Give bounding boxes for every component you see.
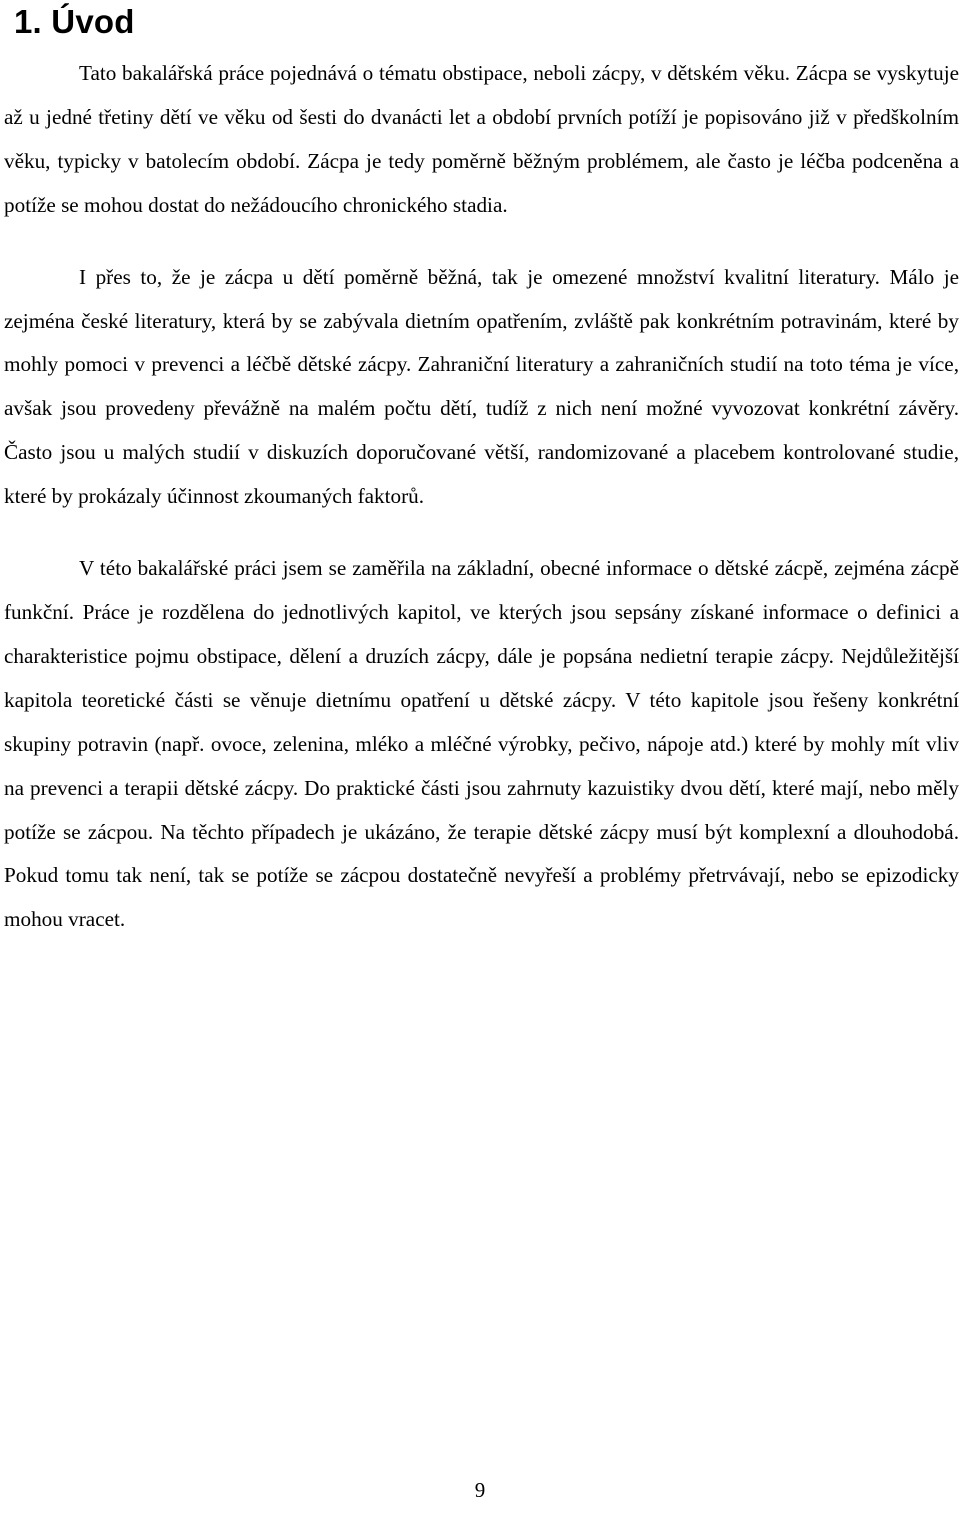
paragraph-introduction: Tato bakalářská práce pojednává o tématu obstipace, neboli zácpy, v dětském věku. Zácpa se vyskytuje až u jedné třetiny dětí ve věku od šesti do dvanácti let a období prvních potíží je popisováno již v předškolním věku, typicky v batolecím období. Zácpa je tedy poměrně běžným problémem, ale často je léčba podceněna a potíže se mohou dostat do nežádoucího chronického stadia. [4,61,959,217]
chapter-heading: 1. Úvod [14,3,135,40]
paragraph-thesis-structure: V této bakalářské práci jsem se zaměřila na základní, obecné informace o dětské zácpě, zejména zácpě funkční. Práce je rozdělena do jednotlivých kapitol, ve kterých jsou sepsány získané informace o definici a charakteristice pojmu obstipace, dělení a druzích zácpy, dále je popsána nedietní terapie zácpy. Nejdůležitější kapitola teoretické části se věnuje dietnímu opatření u dětské zácpy. V této kapitole jsou řešeny konkrétní skupiny potravin (např. ovoce, zelenina, mléko a mléčné výrobky, pečivo, nápoje atd.) které by mohly mít vliv na prevenci a terapii dětské zácpy. Do praktické části jsou zahrnuty kazuistiky dvou dětí, které mají, nebo měly potíže se zácpou. Na těchto případech je ukázáno, že terapie dětské zácpy musí být komplexní a dlouhodobá. Pokud tomu tak není, tak se potíže se zácpou dostatečně nevyřeší a problémy přetrvávají, nebo se epizodicky mohou vracet. [4,556,959,932]
body-text [4,52,959,942]
paragraph-literature: I přes to, že je zácpa u dětí poměrně běžná, tak je omezené množství kvalitní literatury. Málo je zejména české literatury, která by se zabývala dietním opatřením, zvláště pak konkrétním potravinám, které by mohly pomoci v prevenci a léčbě dětské zácpy. Zahraniční literatury a zahraničních studií na toto téma je více, avšak jsou provedeny převážně na malém počtu dětí, tudíž z nich není možné vyvozovat konkrétní závěry. Často jsou u malých studií v diskuzích doporučované větší, randomizované a placebem kontrolované studie, které by prokázaly účinnost zkoumaných faktorů. [4,264,959,509]
page-number: 9 [474,1478,486,1502]
